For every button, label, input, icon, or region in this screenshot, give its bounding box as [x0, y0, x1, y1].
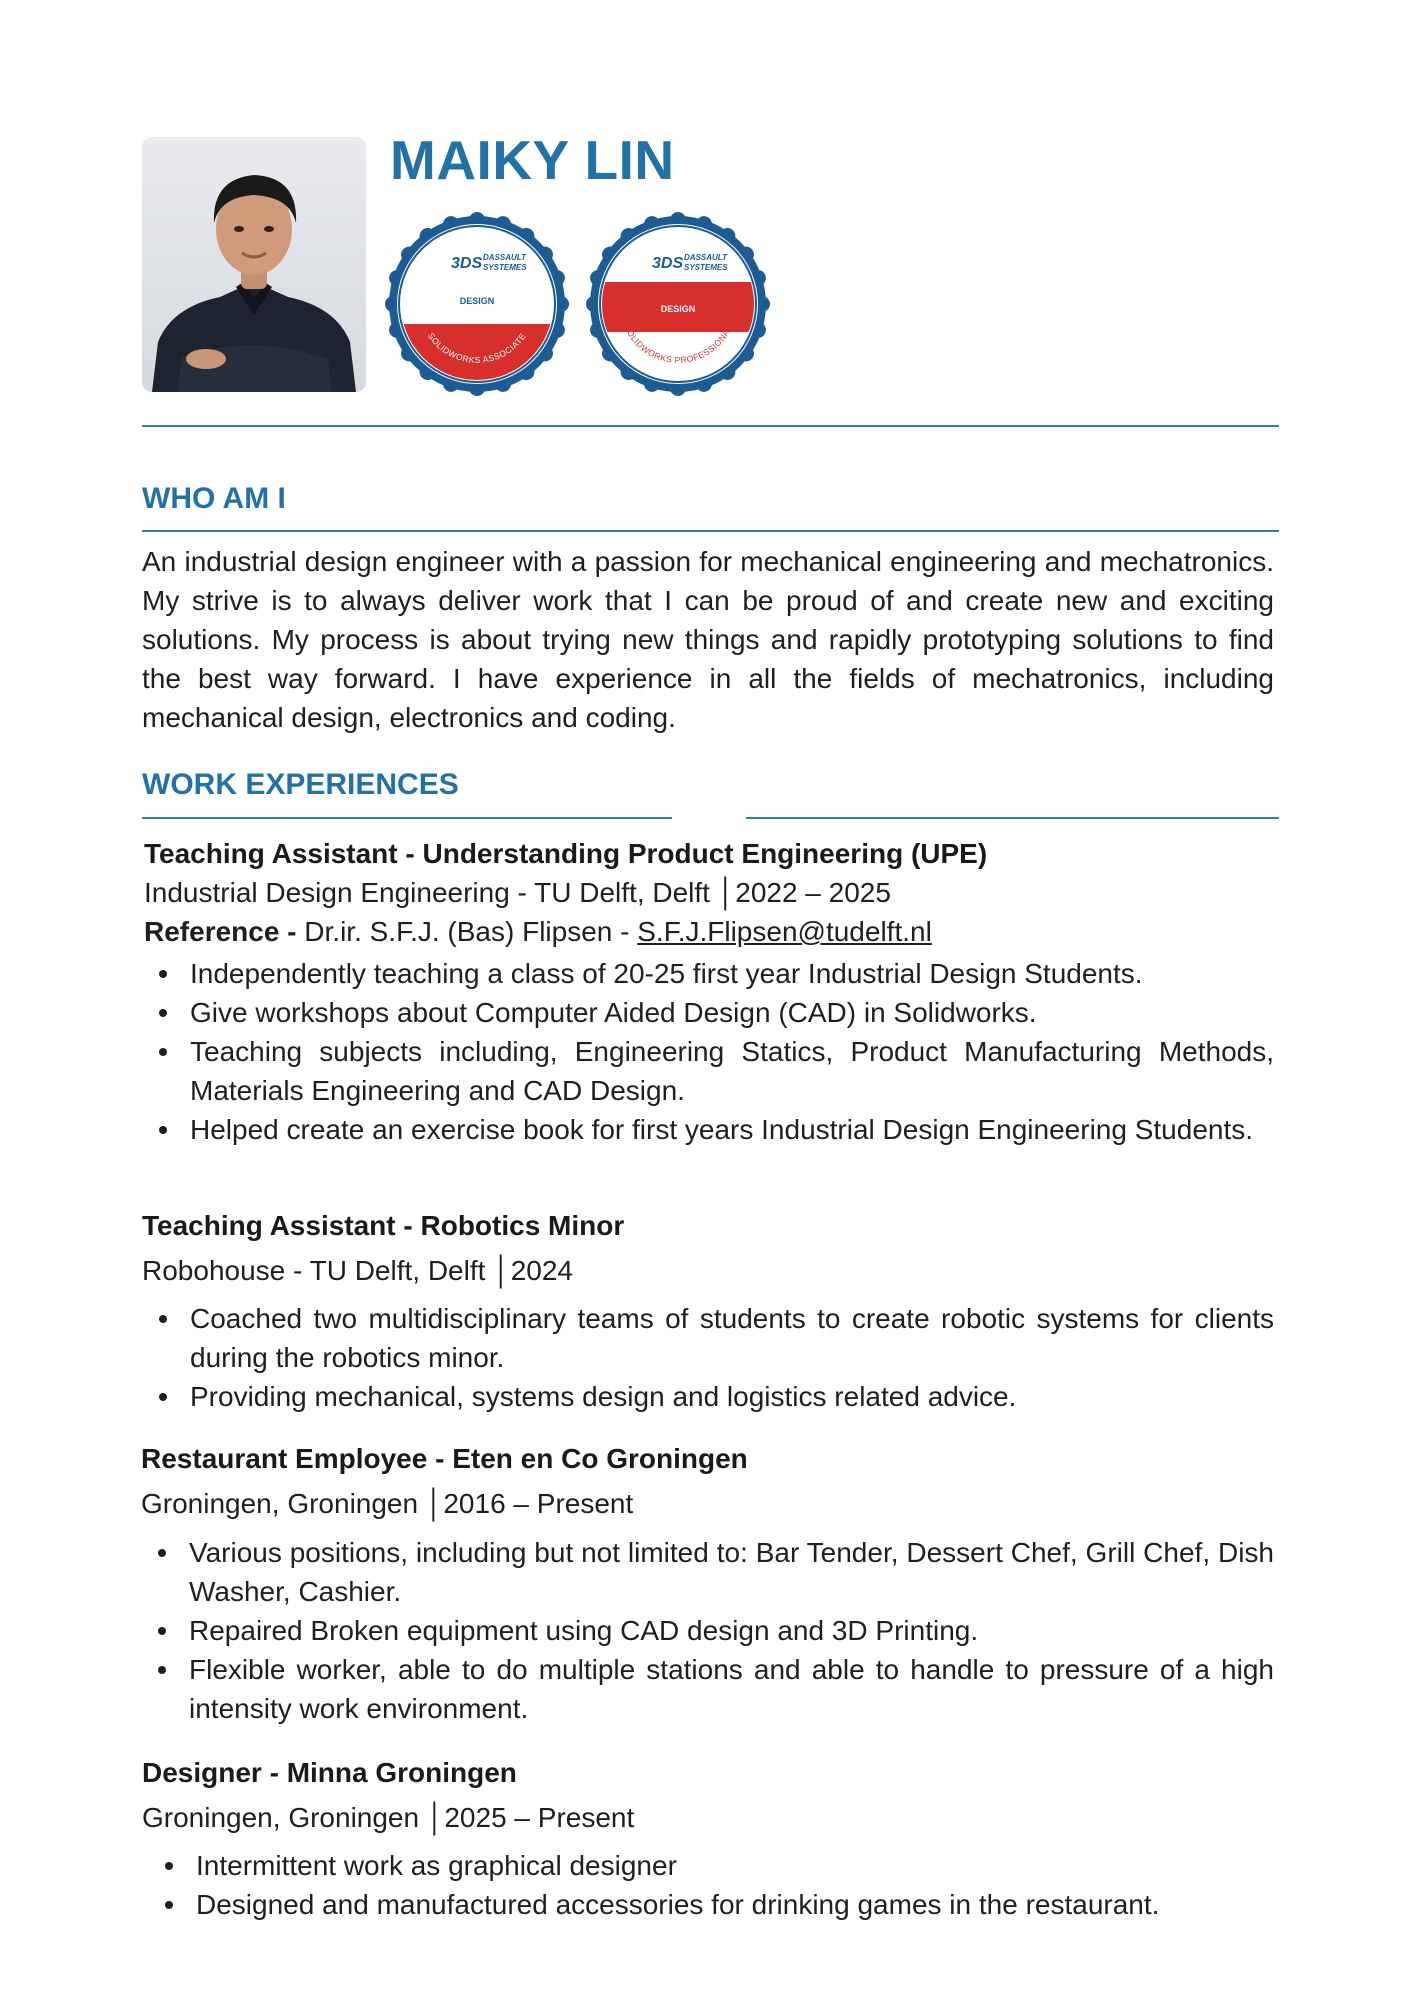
job-bullets	[148, 1846, 1274, 1924]
job-subtitle: Robohouse - TU Delft, Delft │2024	[142, 1255, 573, 1286]
reference-email-link[interactable]: S.F.J.Flipsen@tudelft.nl	[637, 916, 932, 947]
candidate-name: MAIKY LIN	[390, 129, 675, 191]
about-paragraph: An industrial design engineer with a passion for mechanical engineering and mechatronics. My strive is to always deliver work that I can be proud of and create new and exciting solutions. My process is about trying new things and rapidly prototyping solutions to find the best way forward. I have experience in all the fields of mechatronics, including mechanical design, electronics and coding.	[142, 546, 1274, 733]
ds-logo-icon: 3DS	[652, 255, 684, 272]
badge-level: DESIGN	[459, 296, 495, 306]
list-item: Providing mechanical, systems design and logistics related advice.	[142, 1377, 1274, 1416]
about-divider	[142, 530, 1279, 532]
experience-divider-left	[142, 817, 672, 819]
job-title: Restaurant Employee - Eten en Co Groningen	[141, 1443, 748, 1474]
list-item: Flexible worker, able to do multiple stations and able to handle to pressure of a high intensity work environment.	[141, 1650, 1274, 1728]
job-bullets	[141, 1533, 1274, 1728]
job-title: Teaching Assistant - Understanding Product Engineering (UPE)	[144, 838, 988, 869]
job-bullets	[142, 954, 1274, 1149]
list-item: Helped create an exercise book for first years Industrial Design Engineering Students.	[142, 1110, 1274, 1149]
list-item: Repaired Broken equipment using CAD design and 3D Printing.	[141, 1611, 1274, 1650]
job-title: Teaching Assistant - Robotics Minor	[142, 1210, 625, 1241]
list-item: Teaching subjects including, Engineering Statics, Product Manufacturing Methods, Materials Engineering and CAD Design.	[142, 1032, 1274, 1110]
badge-arc-text: SOLIDWORKS ASSOCIATE	[425, 330, 529, 365]
badge-brand-line1: DASSAULT	[684, 253, 727, 262]
badge-brand-line2: SYSTEMES	[684, 263, 728, 272]
job-reference	[144, 916, 932, 948]
experience-section-title: WORK EXPERIENCES	[142, 768, 459, 801]
list-item: Coached two multidisciplinary teams of students to create robotic systems for clients during the robotics minor.	[142, 1299, 1274, 1377]
ds-logo-icon: 3DS	[451, 255, 483, 272]
header-divider	[142, 425, 1279, 427]
badge-brand-line1: DASSAULT	[483, 253, 526, 262]
badge-brand-line2: SYSTEMES	[483, 263, 527, 272]
person-portrait-icon	[142, 137, 366, 392]
list-item: Intermittent work as graphical designer	[148, 1846, 1274, 1885]
job-title: Designer - Minna Groningen	[142, 1757, 517, 1788]
badge-arc-text: SOLIDWORKS PROFESSIONAL	[622, 323, 734, 365]
profile-photo	[142, 137, 366, 392]
job-bullets	[142, 1299, 1274, 1416]
job-subtitle: Groningen, Groningen │2016 – Present	[141, 1488, 634, 1519]
badge-level: DESIGN	[660, 304, 696, 314]
list-item: Independently teaching a class of 20-25 first year Industrial Design Students.	[142, 954, 1274, 993]
list-item: Designed and manufactured accessories for drinking games in the restaurant.	[148, 1885, 1274, 1924]
solidworks-associate-badge	[385, 212, 569, 396]
solidworks-professional-badge	[586, 212, 770, 396]
reference-label: Reference -	[144, 916, 297, 947]
list-item: Various positions, including but not limited to: Bar Tender, Dessert Chef, Grill Chef, Dish Washer, Cashier.	[141, 1533, 1274, 1611]
experience-divider-right	[746, 817, 1279, 819]
job-subtitle: Industrial Design Engineering - TU Delft, Delft │2022 – 2025	[144, 877, 891, 908]
list-item: Give workshops about Computer Aided Design (CAD) in Solidworks.	[142, 993, 1274, 1032]
job-subtitle: Groningen, Groningen │2025 – Present	[142, 1802, 635, 1833]
reference-name: Dr.ir. S.F.J. (Bas) Flipsen -	[296, 916, 638, 947]
about-section-title: WHO AM I	[142, 482, 286, 515]
